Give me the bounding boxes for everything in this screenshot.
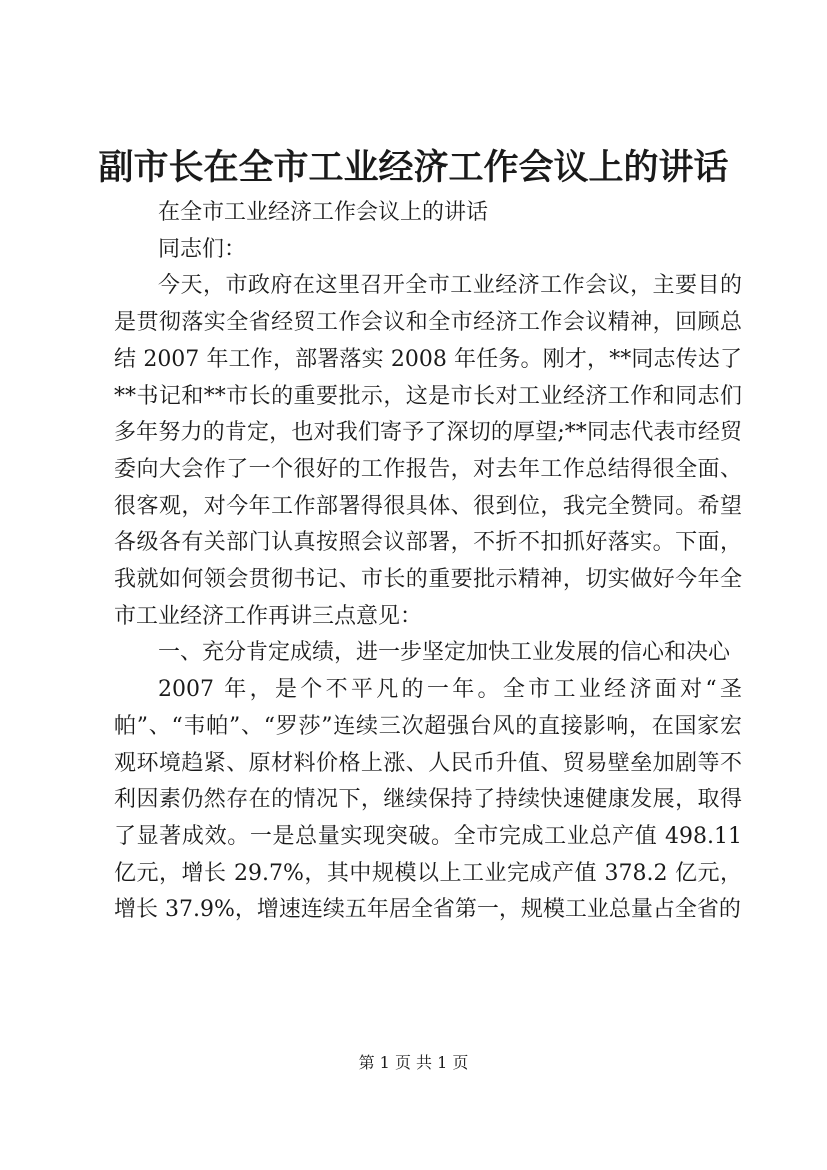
document-body	[114, 195, 742, 929]
section-heading-1: 一、充分肯定成绩，进一步坚定加快工业发展的信心和决心	[158, 640, 731, 666]
intro-paragraph: 今天，市政府在这里召开全市工业经济工作会议，主要目的是贯彻落实全省经贸工作会议和全市经济工作会议精神，回顾总结 2007 年工作，部署落实 2008 年任务。刚才，**同志传达了**书记和**市长的重要批示，这是市长对工业经济工作和同志们多年努力的肯定，也对我们寄予了深切的厚望;**同志代表市经贸委向大会作了一个很好的工作报告，对去年工作总结得很全面、很客观，对今年工作部署得很具体、很到位，我完全赞同。希望各级各有关部门认真按照会议部署，不折不扣抓好落实。下面，我就如何领会贯彻书记、市长的重要批示精神，切实做好今年全市工业经济工作再讲三点意见：	[114, 273, 742, 629]
page-footer: 第 1 页 共 1 页	[358, 1053, 469, 1072]
document-title: 副市长在全市工业经济工作会议上的讲话	[98, 147, 729, 188]
salutation-paragraph: 同志们：	[158, 236, 247, 262]
achievement-paragraph: 2007 年，是个不平凡的一年。全市工业经济面对“圣帕”、“韦帕”、“罗莎”连续三次超强台风的直接影响，在国家宏观环境趋紧、原材料价格上涨、人民币升值、贸易壁垒加剧等不利因素仍然存在的情况下，继续保持了持续快速健康发展，取得了显著成效。一是总量实现突破。全市完成工业总产值 498.11 亿元，增长 29.7%，其中规模以上工业完成产值 378.2 亿元，增长 37.9%，增速连续五年居全省第一，规模工业总量占全省的	[114, 677, 742, 923]
subtitle-paragraph: 在全市工业经济工作会议上的讲话	[158, 200, 489, 225]
